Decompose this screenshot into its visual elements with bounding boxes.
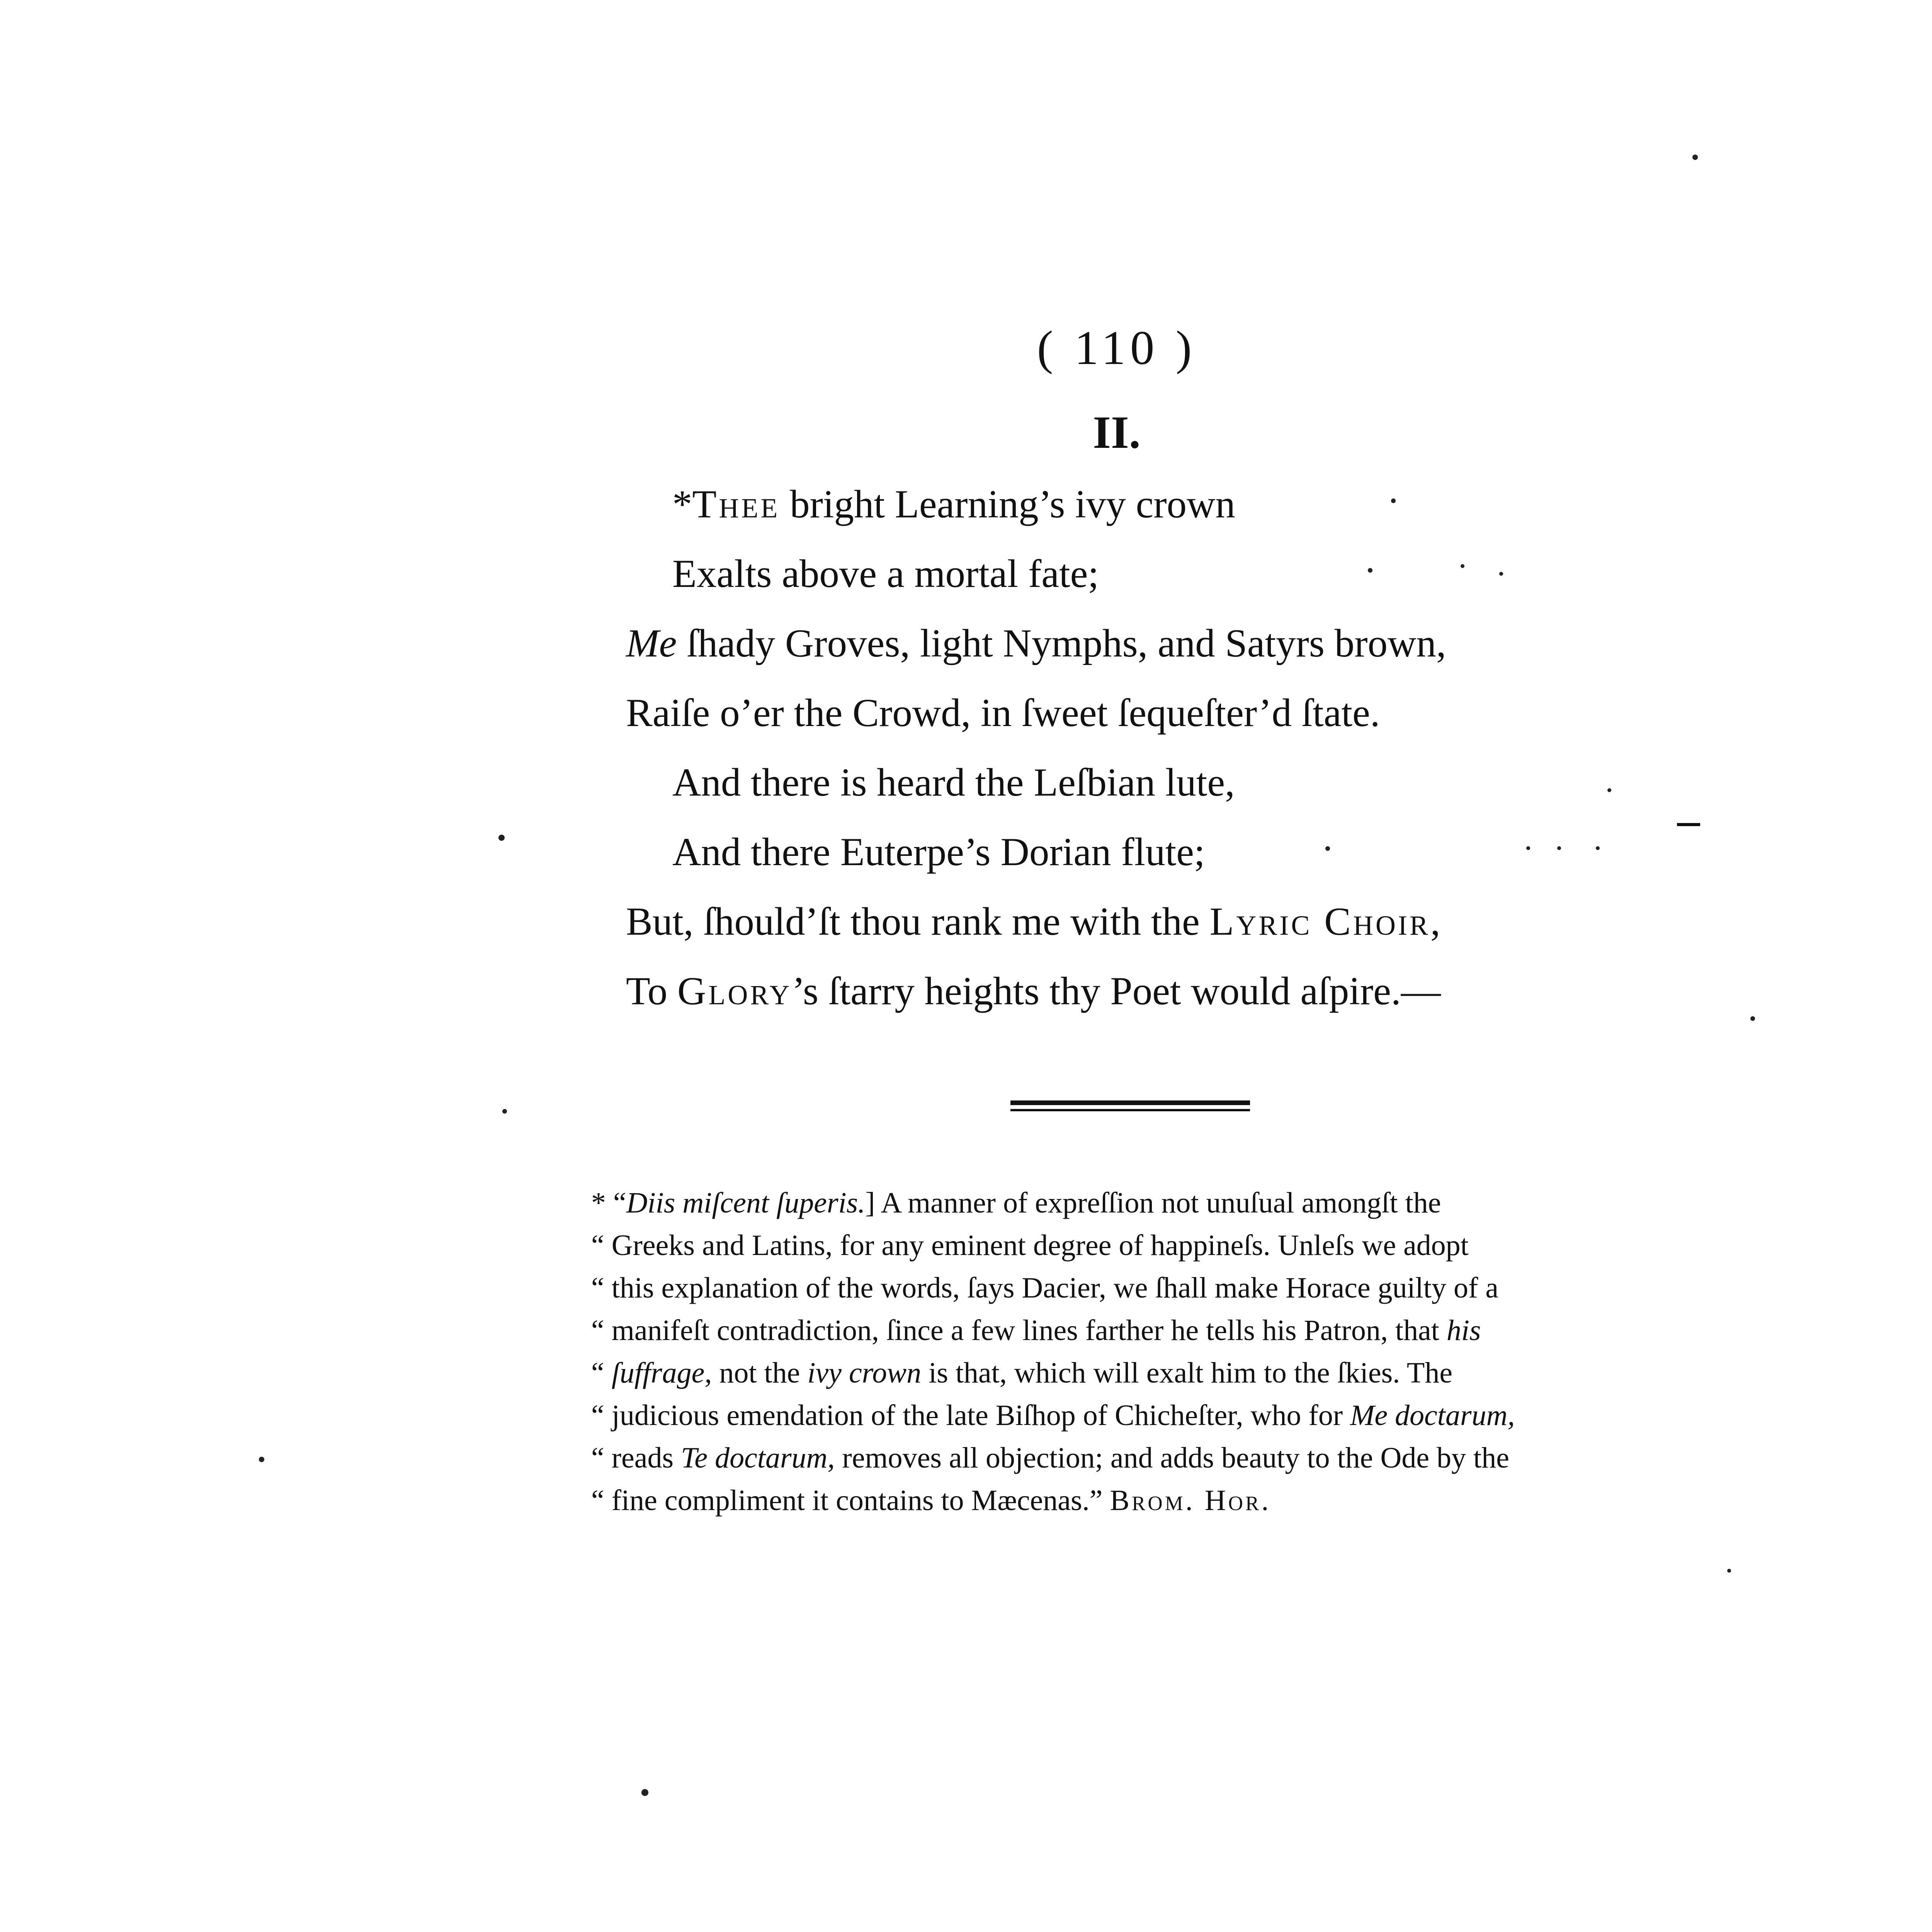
scan-speck [1325,846,1330,851]
verse-pre: To [626,969,677,1013]
scan-speck [498,835,505,841]
scan-speck [1727,1569,1731,1573]
scan-mark [1677,823,1700,826]
section-divider-rule [1010,1100,1250,1105]
verse-text: ’s ſtarry heights thy Poet would aſpire.— [792,969,1441,1013]
verse-line [672,479,1235,529]
verse-text: And there Euterpe’s Dorian flute; [672,830,1205,874]
verse-text: But, ſhould’ſt thou rank me with the [626,900,1210,944]
footnote-text: “ reads [591,1442,681,1474]
footnote-line [591,1356,1452,1390]
verse-line [626,966,1441,1016]
quote-mark: “ [591,1357,612,1389]
footnote-line [591,1399,1515,1432]
verse-text: ſhady Groves, light Nymphs, and Satyrs brown, [677,621,1446,665]
footnote-italic: his [1446,1314,1481,1347]
verse-tail: , [1430,900,1440,944]
footnote-text: “ fine compliment it contains to Mæcenas.” [591,1484,1110,1517]
footnote-text: ] A manner of expreſſion not unuſual amongſt the [865,1187,1441,1219]
footnote-text: “ judicious emendation of the late Biſhop of Chicheſter, who for [591,1399,1350,1432]
verse-line [626,688,1380,738]
scan-speck [1596,846,1600,850]
scan-speck [1607,788,1611,792]
footnote-italic: ſuffrage, [611,1357,712,1389]
footnote-text: “ manifeſt contradiction, ſince a few lines farther he tells his Patron, that [591,1314,1447,1347]
footnote-line [591,1314,1481,1347]
scan-speck [1499,572,1503,576]
verse-line [672,827,1205,877]
scan-speck [1692,155,1698,160]
scan-speck [1391,498,1396,503]
verse-text: Raiſe o’er the Crowd, in ſweet ſequeſter’d ſtate. [626,691,1380,735]
footnote-text: is that, which will exalt him to the ſkies. The [921,1357,1452,1389]
scan-speck [1368,568,1372,573]
footnote-attribution: Brom. Hor. [1110,1484,1271,1517]
footnote-text: removes all objection; and adds beauty to the Ode by the [835,1442,1509,1474]
scan-speck [1526,846,1530,850]
verse-lead-caps: Thee [692,482,780,526]
verse-text: bright Learning’s ivy crown [780,482,1235,526]
footnote-line [591,1441,1509,1475]
verse-text: And there is heard the Leſbian lute, [672,760,1235,804]
verse-text: Exalts above a mortal fate; [672,552,1099,596]
verse-line [672,757,1235,808]
footnote-text: “ this explanation of the words, ſays Dacier, we ſhall make Horace guilty of a [591,1272,1498,1304]
footnote-line [591,1186,1441,1220]
scan-speck [502,1109,507,1114]
footnote-italic: Te doctarum, [681,1442,835,1474]
footnote-italic: Diis miſcent ſuperis. [626,1187,866,1219]
section-divider-rule [1010,1109,1250,1111]
footnote-marker: * [672,482,692,526]
footnote-line [591,1229,1469,1262]
section-numeral: II. [1093,406,1141,458]
scan-speck [641,1789,648,1796]
footnote-line [591,1484,1271,1517]
page-number: ( 110 ) [1037,321,1197,375]
scan-speck [1750,1016,1755,1021]
quote-mark: * “ [591,1187,626,1219]
footnote-text: not the [712,1357,808,1389]
scan-speck [1557,846,1561,850]
verse-small-caps: Glory [677,969,792,1013]
scan-speck [259,1457,264,1462]
verse-line [626,896,1440,947]
verse-lead-italic: Me [626,621,677,665]
footnote-text: “ Greeks and Latins, for any eminent degree of happineſs. Unleſs we adopt [591,1229,1469,1262]
footnote-italic: ivy crown [807,1357,922,1389]
footnote-line [591,1271,1498,1305]
footnote-italic: Me doctarum, [1350,1399,1515,1432]
scan-speck [1461,564,1464,568]
verse-line [672,549,1099,599]
verse-line [626,618,1446,668]
verse-small-caps: Lyric Choir [1209,900,1430,944]
